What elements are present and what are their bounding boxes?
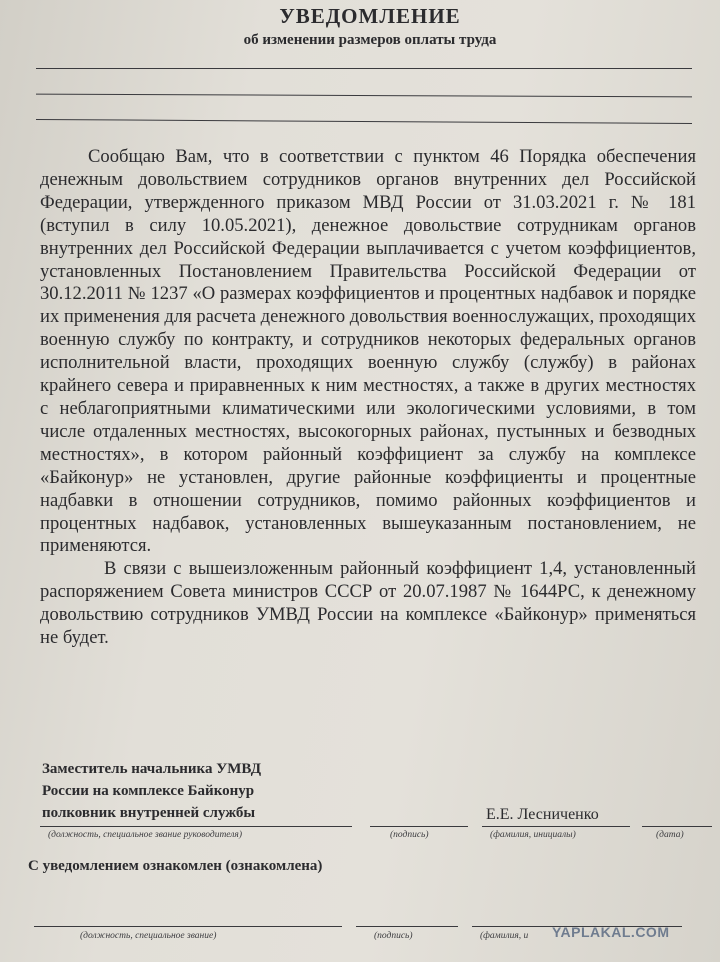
- body-paragraph-2: В связи с вышеизложенным районный коэффициент 1,4, установленный распоряжением Совета министров СССР от 20.07.1987 № 1644РС, к денежному довольствию сотрудников УМВД России на комплексе «Байконур» применяться не будет.: [40, 558, 696, 649]
- site-watermark: YAPLAKAL.COM: [552, 924, 670, 940]
- addressee-line-1: [36, 68, 692, 69]
- addressee-line-3: [36, 119, 692, 124]
- signer-position-line-1: Заместитель начальника УМВД: [42, 761, 262, 777]
- signer-date-line: [642, 826, 712, 827]
- signer-position: [42, 758, 261, 824]
- document-subtitle: об изменении размеров оплаты труда: [243, 32, 497, 48]
- signer-position-underline: [40, 826, 352, 827]
- signer-signature-line: [370, 826, 468, 827]
- caption-signer-signature: (подпись): [390, 830, 429, 840]
- signer-position-line-3: полковник внутренней службы: [42, 805, 256, 821]
- caption-signer-name: (фамилия, инициалы): [490, 830, 576, 840]
- acknowledgement-text: С уведомлением ознакомлен (ознакомлена): [28, 858, 323, 874]
- addressee-line-2: [36, 94, 692, 98]
- signer-name: Е.Е. Лесниченко: [486, 806, 599, 823]
- body-paragraph-1: Сообщаю Вам, что в соответствии с пунктом 46 Порядка обеспечения денежным довольствием сотрудников органов внутренних дел Российской Федерации, утвержденного приказом МВД России от 31.03.2021 г. № 181 (вступил в силу 10.05.2021), денежное довольствие сотрудникам органов внутренних дел Российской Федерации выплачивается с учетом коэффициентов, установленных Постановлением Правительства Российской Федерации от 30.12.2011 № 1237 «О размерах коэффициентов и процентных надбавок и порядке их применения для расчета денежного довольствия военнослужащих, проходящих военную службу по контракту, и сотрудников некоторых федеральных органов исполнительной власти, проходящих военную службу (службу) в районах крайнего севера и приравненных к ним местностях, а также в других местностях с неблагоприятными климатическими или экологическими условиями, в том числе отдаленных местностях, высокогорных районах, пустынных и безводных местностях», в котором районный коэффициент за службу на комплексе «Байконур» не установлен, другие районные коэффициенты и процентные надбавки в отношении сотрудников, помимо районных коэффициентов и процентных надбавок, установленных вышеуказанным постановлением, не применяются.: [40, 146, 696, 557]
- caption-signer-date: (дата): [656, 830, 684, 840]
- signer-position-line-2: России на комплексе Байконур: [42, 783, 255, 799]
- document-title: УВЕДОМЛЕНИЕ: [279, 4, 461, 28]
- employee-signature-line: [356, 926, 458, 927]
- caption-employee-name: (фамилия, и: [480, 931, 529, 941]
- caption-employee-signature: (подпись): [374, 931, 413, 941]
- signer-name-line: [482, 826, 630, 827]
- employee-position-line: [34, 926, 342, 927]
- caption-signer-position: (должность, специальное звание руководителя): [48, 830, 243, 840]
- document-body: [40, 146, 696, 650]
- caption-employee-position: (должность, специальное звание): [80, 931, 217, 941]
